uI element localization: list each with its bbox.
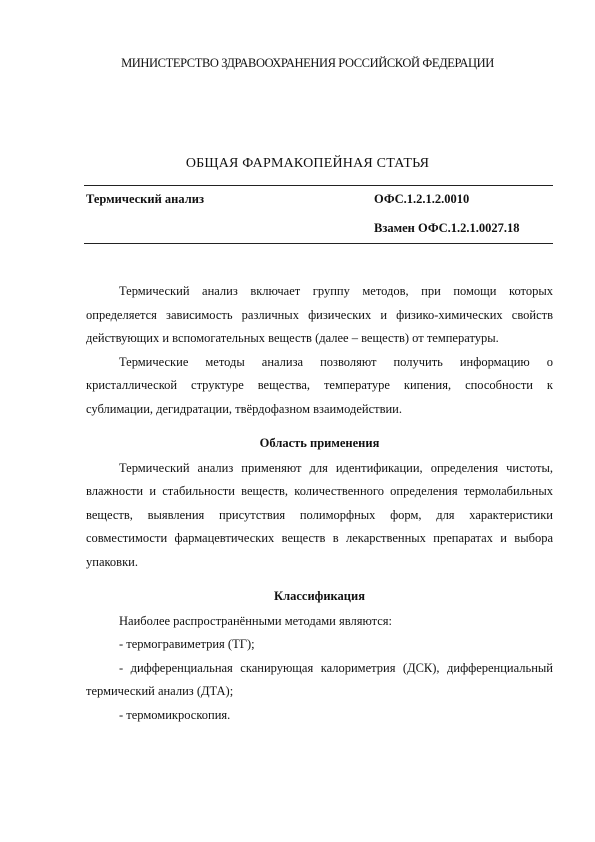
ministry-header: МИНИСТЕРСТВО ЗДРАВООХРАНЕНИЯ РОССИЙСКОЙ ФЕДЕРАЦИИ: [121, 56, 494, 70]
paragraph-methods: Термические методы анализа позволяют получить информацию о кристаллической структуре вещества, температуре кипения, способности к сублимации, дегидратации, твёрдофазном взаимодействии.: [86, 354, 553, 416]
paragraph-scope: Термический анализ применяют для идентификации, определения чистоты, влажности и стабильности веществ, количественного определения термолабильных веществ, выявления присутствия полиморфных форм, для характеристики совместимости фармацевтических веществ в лекарственных препаратах и выбора упаковки.: [86, 460, 553, 569]
list-item: - термогравиметрия (ТГ);: [119, 637, 255, 652]
list-intro: Наиболее распространёнными методами являются:: [119, 613, 393, 628]
article-body: [86, 280, 553, 728]
article-name: Термический анализ: [86, 192, 204, 206]
list-item: - термомикроскопия.: [119, 707, 231, 722]
top-divider: [84, 185, 553, 186]
bottom-divider: [84, 243, 553, 244]
paragraph-intro: Термический анализ включает группу методов, при помощи которых определяется зависимость различных физических и физико-химических свойств действующих и вспомогательных веществ (далее – веществ) от температуры.: [86, 284, 553, 346]
section-heading-classification: Классификация: [274, 588, 365, 603]
section-heading-scope: Область применения: [259, 435, 380, 450]
list-item: - дифференциальная сканирующая калориметрия (ДСК), дифференциальный термический анализ (ДТА);: [86, 660, 553, 699]
replaces-code: Взамен ОФС.1.2.1.0027.18: [374, 221, 520, 235]
document-title: ОБЩАЯ ФАРМАКОПЕЙНАЯ СТАТЬЯ: [185, 156, 430, 171]
article-code: ОФС.1.2.1.2.0010: [374, 192, 470, 206]
